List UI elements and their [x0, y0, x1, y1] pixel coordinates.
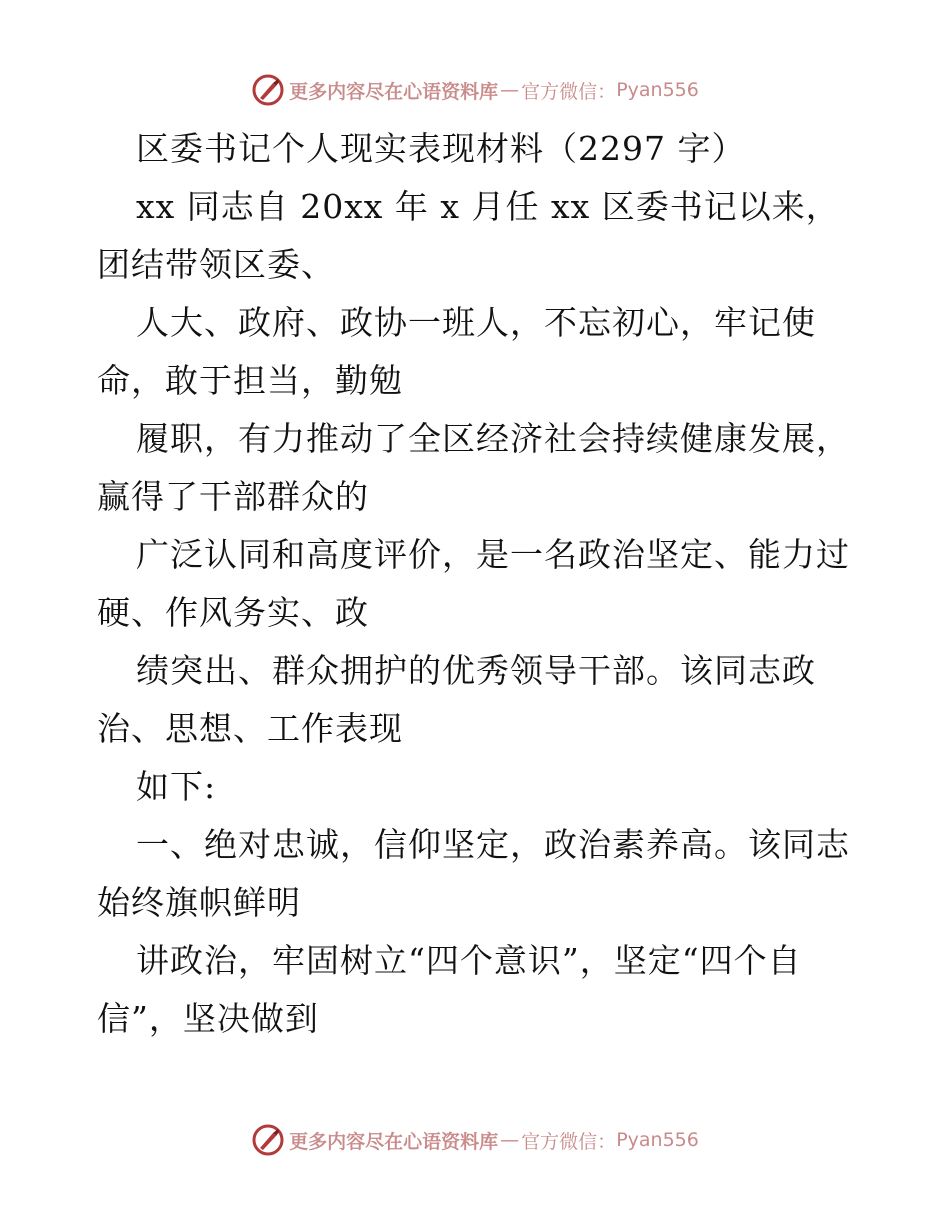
paragraph: [97, 178, 857, 294]
banner-wechat-label: 官方微信：: [521, 80, 617, 103]
banner-wechat-label: 官方微信：: [521, 1130, 617, 1153]
paragraph-line: 如下:: [136, 767, 217, 806]
paragraph: [97, 526, 857, 642]
paragraph: [97, 294, 857, 410]
header-banner: [0, 70, 950, 110]
pen-logo-icon: [251, 73, 285, 107]
paragraph-line: 广泛认同和高度评价，是一名政治坚定、能力过: [136, 535, 850, 574]
paragraph: [97, 758, 857, 816]
paragraph-line: 一、绝对忠诚，信仰坚定，政治素养高。该同志: [136, 825, 850, 864]
paragraph-line: 始终旗帜鲜明: [97, 883, 301, 922]
footer-banner: [0, 1120, 950, 1160]
paragraph-line: 区委书记个人现实表现材料（2297 字）: [136, 129, 746, 168]
paragraph-line: 绩突出、群众拥护的优秀领导干部。该同志政: [136, 651, 816, 690]
banner-main-text: 更多内容尽在心语资料库: [289, 1130, 499, 1153]
paragraph-line: 命，敢于担当，勤勉: [97, 361, 403, 400]
banner-wechat-id: Pyan556: [616, 79, 699, 101]
pen-logo-icon: [251, 1123, 285, 1157]
document-body: [97, 120, 857, 1048]
banner-main-text: 更多内容尽在心语资料库: [289, 80, 499, 103]
paragraph-line: 履职，有力推动了全区经济社会持续健康发展，: [136, 419, 850, 458]
paragraph-line: 团结带领区委、: [97, 245, 335, 284]
paragraph-line: 赢得了干部群众的: [97, 477, 369, 516]
banner-separator: —: [500, 79, 520, 101]
paragraph: [97, 410, 857, 526]
banner-wechat-id: Pyan556: [616, 1129, 699, 1151]
doc-title: [97, 120, 857, 178]
paragraph-line: 人大、政府、政协一班人，不忘初心，牢记使: [136, 303, 816, 342]
paragraph-line: 讲政治，牢固树立“四个意识”，坚定“四个自: [136, 941, 802, 980]
paragraph: [97, 642, 857, 758]
paragraph-line: 治、思想、工作表现: [97, 709, 403, 748]
banner-separator: —: [500, 1129, 520, 1151]
paragraph-line: 信”，坚决做到: [97, 999, 319, 1038]
section-heading-paragraph: [97, 816, 857, 932]
paragraph-line: 硬、作风务实、政: [97, 593, 369, 632]
paragraph-line: xx 同志自 20xx 年 x 月任 xx 区委书记以来，: [136, 187, 840, 226]
paragraph: [97, 932, 857, 1048]
